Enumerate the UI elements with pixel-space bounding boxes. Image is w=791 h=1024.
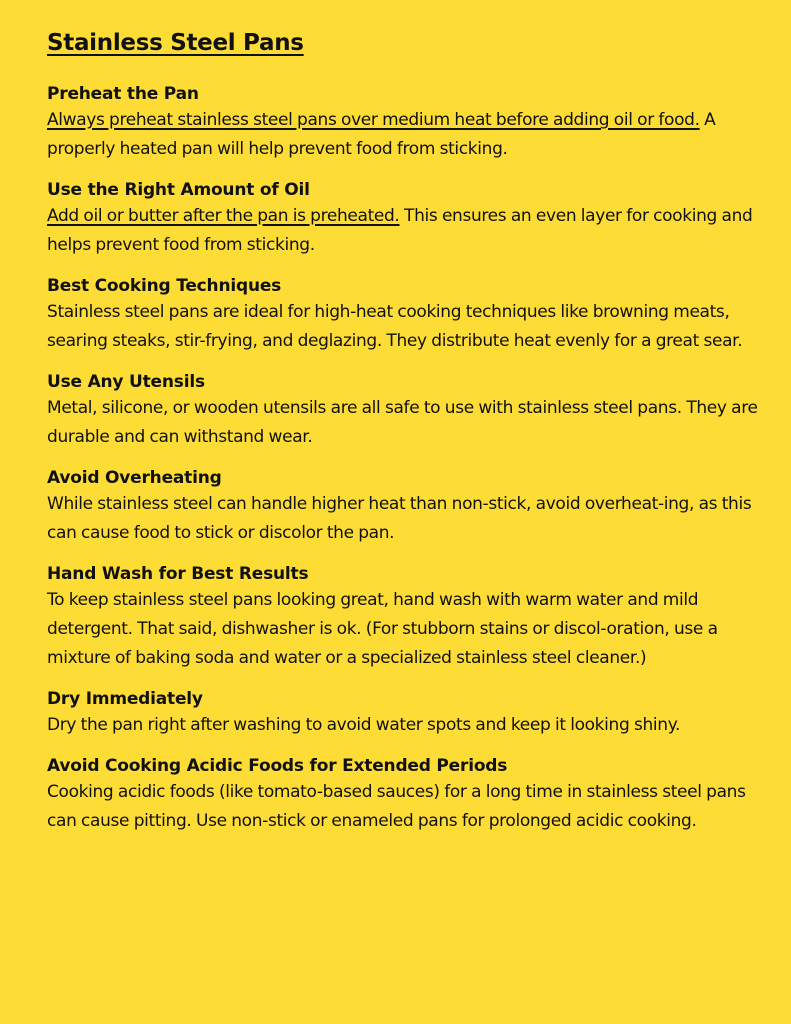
section-dry	[47, 687, 772, 740]
section-emphasis: Add oil or butter after the pan is preheated.	[47, 206, 400, 226]
section-body	[47, 394, 772, 452]
section-overheating	[47, 466, 772, 548]
section-hand-wash	[47, 562, 772, 673]
section-heading: Preheat the Pan	[47, 84, 199, 104]
section-emphasis: Always preheat stainless steel pans over medium heat before adding oil or food.	[47, 110, 700, 130]
section-body	[47, 202, 772, 260]
section-heading: Hand Wash for Best Results	[47, 564, 309, 584]
section-text: This ensures an even layer for cooking and helps prevent food from sticking.	[47, 206, 753, 255]
page-title: Stainless Steel Pans	[47, 30, 304, 56]
section-heading: Dry Immediately	[47, 689, 203, 709]
section-utensils	[47, 370, 772, 452]
section-text: Stainless steel pans are ideal for high-heat cooking techniques like browning meats, searing steaks, stir-frying, and deglazing. They distribute heat evenly for a great sear.	[47, 302, 743, 351]
section-heading: Avoid Overheating	[47, 468, 222, 488]
section-body	[47, 490, 772, 548]
section-text: A properly heated pan will help prevent food from sticking.	[47, 110, 716, 159]
section-body	[47, 711, 772, 740]
section-acidic	[47, 754, 772, 836]
section-body	[47, 298, 772, 356]
section-text: Metal, silicone, or wooden utensils are all safe to use with stainless steel pans. They are durable and can withstand wear.	[47, 398, 758, 447]
section-text: Cooking acidic foods (like tomato-based sauces) for a long time in stainless steel pans can cause pitting. Use non-stick or enameled pans for prolonged acidic cooking.	[47, 782, 746, 831]
section-heading: Use Any Utensils	[47, 372, 205, 392]
section-oil	[47, 178, 772, 260]
section-text: While stainless steel can handle higher heat than non-stick, avoid overheat-ing, as this can cause food to stick or discolor the pan.	[47, 494, 752, 543]
document-page	[47, 30, 772, 850]
section-body	[47, 778, 772, 836]
section-heading: Avoid Cooking Acidic Foods for Extended Periods	[47, 756, 508, 776]
section-heading: Best Cooking Techniques	[47, 276, 282, 296]
section-text: Dry the pan right after washing to avoid water spots and keep it looking shiny.	[47, 715, 681, 735]
section-body	[47, 586, 772, 673]
section-techniques	[47, 274, 772, 356]
section-text: To keep stainless steel pans looking great, hand wash with warm water and mild detergent. That said, dishwasher is ok. (For stubborn stains or discol-oration, use a mixture of baking soda and water or a specialized stainless steel cleaner.)	[47, 590, 718, 668]
section-heading: Use the Right Amount of Oil	[47, 180, 310, 200]
section-body	[47, 106, 772, 164]
section-preheat	[47, 82, 772, 164]
